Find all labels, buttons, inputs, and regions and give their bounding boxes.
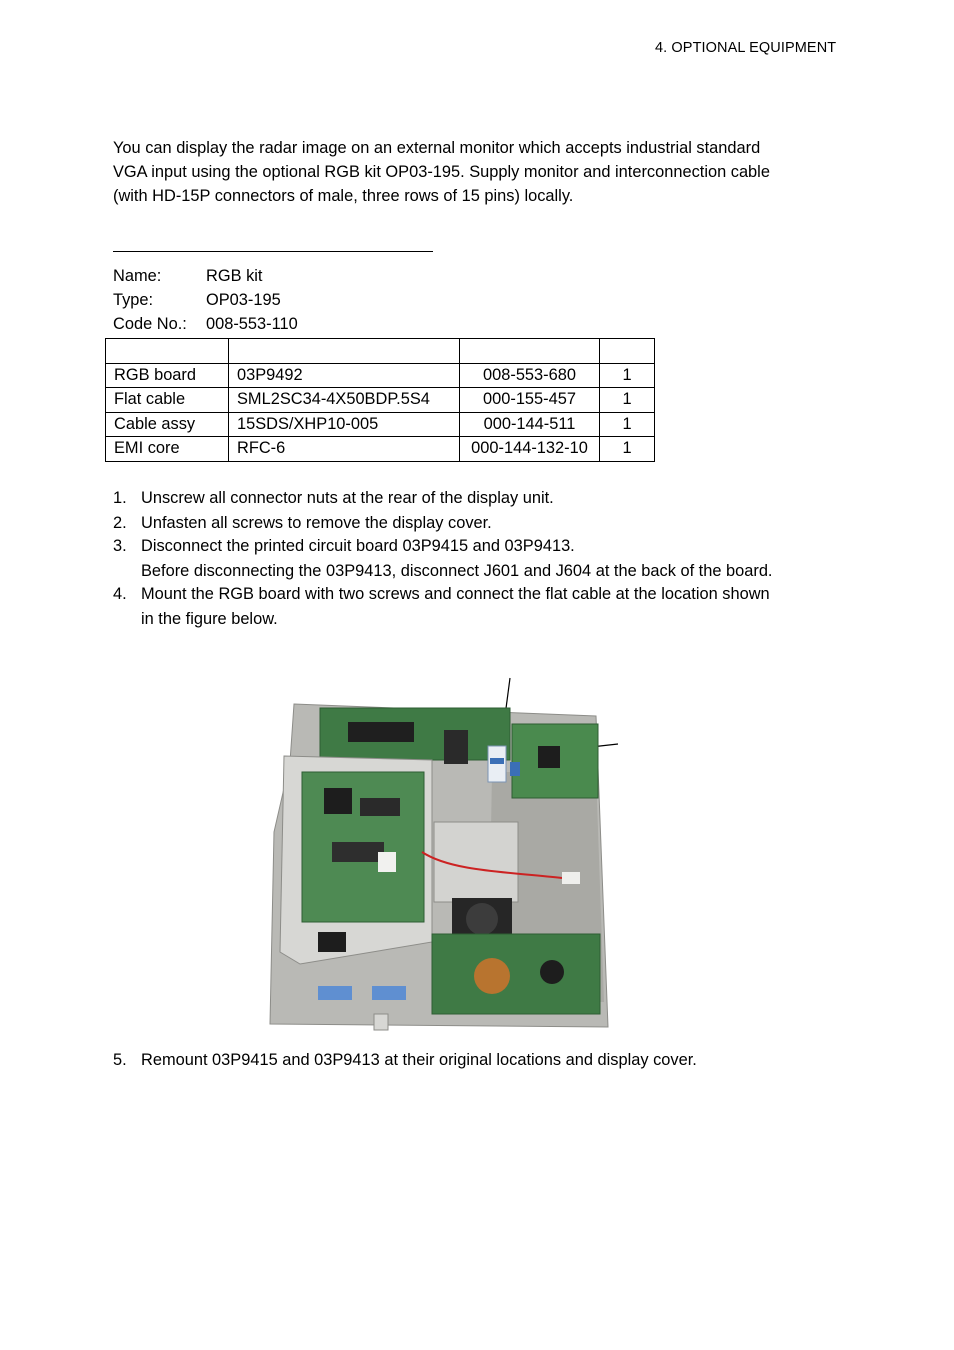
part-name-cell: Flat cable	[106, 388, 229, 413]
kit-code-value: 008-553-110	[206, 315, 298, 333]
part-type-cell: 03P9492	[229, 363, 460, 388]
kit-type-value: OP03-195	[206, 291, 281, 309]
white-connector	[378, 852, 396, 872]
step-text: Disconnect the printed circuit board 03P9415 and 03P9413.	[141, 537, 575, 555]
step-number: 3.	[113, 537, 127, 555]
part-type-cell: RFC-6	[229, 437, 460, 462]
ic-row	[332, 842, 384, 862]
part-code-cell: 000-155-457	[460, 388, 600, 413]
table-row	[106, 388, 655, 413]
intro-paragraph	[113, 136, 873, 208]
table-row	[106, 412, 655, 437]
parts-table	[105, 338, 655, 462]
kit-name-label: Name:	[113, 267, 162, 285]
connector	[348, 722, 414, 742]
cable-clamp	[374, 1014, 388, 1030]
step-text: Unscrew all connector nuts at the rear of the display unit.	[141, 489, 554, 507]
step-text-continued: in the figure below.	[141, 610, 278, 628]
part-name-cell: EMI core	[106, 437, 229, 462]
power-pcb	[432, 934, 600, 1014]
table-header-cell	[106, 339, 229, 364]
table-header-row	[106, 339, 655, 364]
table-row	[106, 363, 655, 388]
component	[444, 730, 468, 764]
table-header-cell	[600, 339, 655, 364]
part-type-cell: 15SDS/XHP10-005	[229, 412, 460, 437]
wire-connector	[562, 872, 580, 884]
cpu-chip	[324, 788, 352, 814]
fan-hub	[466, 903, 498, 935]
part-qty-cell: 1	[600, 412, 655, 437]
memory-chip	[360, 798, 400, 816]
rgb-connector	[510, 762, 520, 776]
ic-chip	[538, 746, 560, 768]
power-connector	[540, 960, 564, 984]
kit-type-label: Type:	[113, 291, 154, 309]
step-number: 2.	[113, 514, 127, 532]
kit-code-label: Code No.:	[113, 315, 187, 333]
part-code-cell: 000-144-511	[460, 412, 600, 437]
part-code-cell: 000-144-132-10	[460, 437, 600, 462]
step-item	[113, 489, 554, 508]
step-number: 1.	[113, 489, 127, 507]
step-item	[113, 514, 492, 533]
d-sub-connector	[372, 986, 406, 1000]
kit-name-row	[113, 267, 262, 286]
toroid-coil	[474, 958, 510, 994]
step-item	[113, 585, 770, 604]
step-item	[113, 1051, 697, 1070]
kit-name-value: RGB kit	[206, 267, 263, 285]
part-qty-cell: 1	[600, 363, 655, 388]
connector	[318, 932, 346, 952]
part-qty-cell: 1	[600, 437, 655, 462]
cable-connector	[490, 758, 504, 764]
part-code-cell: 008-553-680	[460, 363, 600, 388]
step-item	[113, 537, 575, 556]
table-header-cell	[460, 339, 600, 364]
step-text: Mount the RGB board with two screws and connect the flat cable at the location shown	[141, 585, 770, 603]
kit-type-row	[113, 291, 281, 310]
table-row	[106, 437, 655, 462]
step-number: 5.	[113, 1051, 127, 1069]
part-type-cell: SML2SC34-4X50BDP.5S4	[229, 388, 460, 413]
part-name-cell: Cable assy	[106, 412, 229, 437]
section-header: 4. OPTIONAL EQUIPMENT	[655, 40, 837, 56]
step-number: 4.	[113, 585, 127, 603]
table-header-cell	[229, 339, 460, 364]
step-text: Unfasten all screws to remove the display cover.	[141, 514, 492, 532]
display-unit-photo	[262, 702, 614, 1036]
intro-line: VGA input using the optional RGB kit OP03-195. Supply monitor and interconnection cable	[113, 163, 770, 181]
step-text: Remount 03P9415 and 03P9413 at their original locations and display cover.	[141, 1051, 697, 1069]
part-qty-cell: 1	[600, 388, 655, 413]
part-name-cell: RGB board	[106, 363, 229, 388]
step-text-continued: Before disconnecting the 03P9413, disconnect J601 and J604 at the back of the board.	[141, 562, 773, 580]
d-sub-connector	[318, 986, 352, 1000]
kit-code-row	[113, 315, 298, 334]
intro-line: You can display the radar image on an external monitor which accepts industrial standard	[113, 139, 761, 157]
heading-rule	[113, 251, 433, 252]
intro-line: (with HD-15P connectors of male, three rows of 15 pins) locally.	[113, 187, 574, 205]
